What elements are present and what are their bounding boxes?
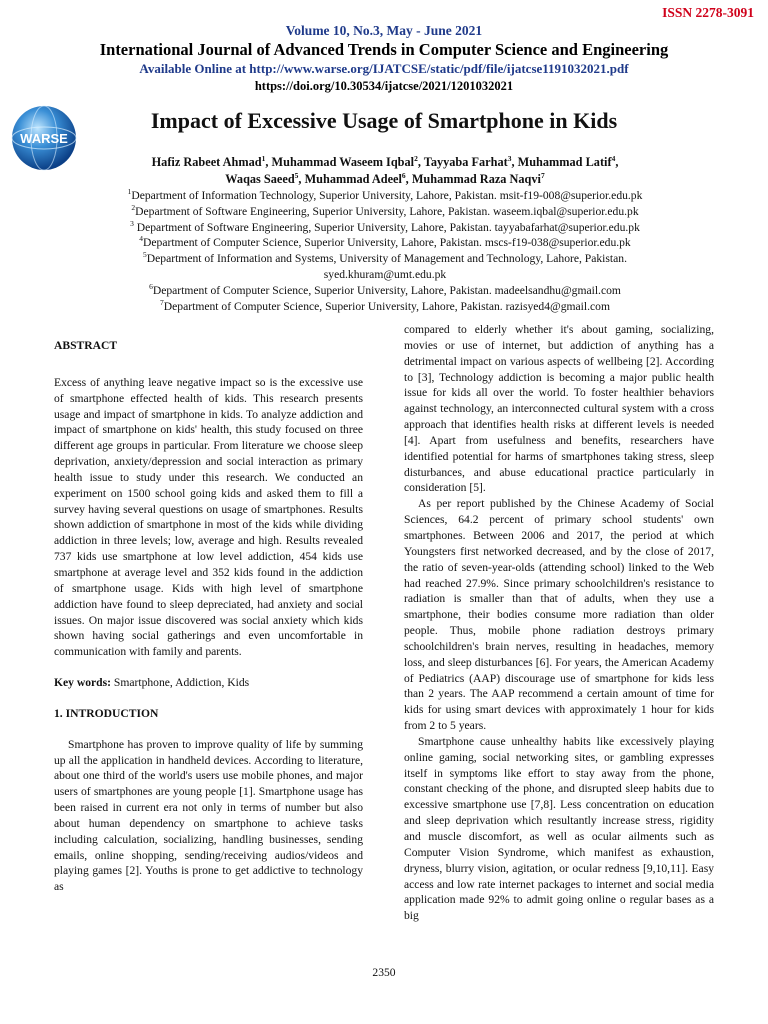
author-list xyxy=(60,154,710,188)
affiliation-line: syed.khuram@umt.edu.pk xyxy=(323,267,447,281)
page-number: 2350 xyxy=(372,966,396,979)
available-online-link[interactable]: Available Online at http://www.warse.org/IJATCSE/static/pdf/file/ijatcse1191032021.pdf xyxy=(139,61,629,76)
author-affiliation-number: 5 xyxy=(294,170,299,180)
keywords-value: Smartphone, Addiction, Kids xyxy=(111,676,250,690)
author-name: Tayyaba Farhat$^3$, xyxy=(423,153,518,169)
author-affiliation-number: 6 xyxy=(401,170,406,180)
affiliation-line: $^1$Department of Information Technology, Superior University, Lahore, Pakistan. msit-f19-008@superior.edu.pk xyxy=(127,187,643,202)
journal-name: International Journal of Advanced Trends in Computer Science and Engineering xyxy=(99,40,669,59)
abstract-heading: ABSTRACT xyxy=(54,339,118,352)
affiliation-line: $^7$Department of Computer Science, Superior University, Lahore, Pakistan. razisyed4@gmail.com xyxy=(160,297,610,313)
introduction-heading: 1. INTRODUCTION xyxy=(54,706,159,720)
body-paragraph-1: compared to elderly whether it's about gaming, socializing, movies or use of internet, but addiction of anything has a detrimental impact on various aspects of wellbeing [2]. According to [3], Technology addiction is becoming a major public health issue for kids all over the world. To foster healthier behaviors against technology, an interconnected cultural system with a cross approach that identifies health risks at different levels is needed [4]. Apart from usefulness and benefits, researchers have identified potential for harms of smartphones taking stress, sleep disturbances, and abuse educational practice particularly in consideration [5]. xyxy=(404,323,714,495)
paper-title: Impact of Excessive Usage of Smartphone in Kids xyxy=(150,108,618,133)
affiliation-line: $^6$Department of Computer Science, Superior University, Lahore, Pakistan. madeelsandhu@gmail.com xyxy=(149,281,621,297)
author-affiliation-number: 7 xyxy=(540,170,545,180)
author-affiliation-number: 3 xyxy=(507,153,512,163)
author-name: Muhammad Raza Naqvi$^7$ xyxy=(411,170,545,186)
affiliation-line: $^5$Department of Information and Systems, University of Management and Technology, Lahore, Pakistan. xyxy=(143,250,627,266)
author-name: Waqas Saeed$^5$, xyxy=(225,170,305,186)
author-name: Muhammad Adeel$^6$, xyxy=(304,170,412,186)
logo-text: WARSE xyxy=(20,131,68,146)
volume-info: Volume 10, No.3, May - June 2021 xyxy=(285,23,483,38)
issn-label: ISSN 2278-3091 xyxy=(662,5,754,20)
right-column xyxy=(404,322,714,924)
affiliation-list xyxy=(60,188,710,314)
introduction-text: Smartphone has proven to improve quality of life by summing up all the application in handheld devices. According to literature, about one third of the world's users use mobile phones, and major users of smartphones are young people [1]. Smartphone usage has been raised in current era not only in terms of number but also about human dependency on smartphone to achieve tasks including calculation, socializing, handling businesses, sending emails, online shopping, sending/receiving audios/videos and playing games [2]. Youths is prone to get addictive to technology as xyxy=(54,737,363,894)
affiliation-line: $^4$Department of Computer Science, Superior University, Lahore, Pakistan. mscs-f19-038@superior.edu.pk xyxy=(139,234,631,250)
body-paragraph-3: Smartphone cause unhealthy habits like excessively playing online gaming, social networking sites, or gambling expresses itself in symptoms like effort to stay away from the phone, constant checking of the phone, and disrupted sleep habits due to excessive smartphone use [7,8]. Less concentration on education and sleep deprivation which resultantly increase stress, rigidity and muscle discomfort, as well as ocular ailments such as Computer Vision Syndrome, which manifest as exhaustion, dryness, blurry vision, agitation, or ocular redness [9,10,11]. Easy access and low rate internet packages to internet and social media application made 92% to admit going online o regular bases as a big xyxy=(404,734,714,923)
author-affiliation-number: 4 xyxy=(611,153,616,163)
affiliation-line: $^2$Department of Software Engineering, Superior University, Lahore, Pakistan. waseem.iqbal@superior.edu.pk xyxy=(131,202,639,218)
abstract-text: Excess of anything leave negative impact so is the excessive use of smartphone effected health of kids. This research presents usage and impact of smartphone in kids. To analyze addiction and impact of smartphone on kids' health, this study focused on three different age groups in particular. From literature we choose sleep deprivation, anxiety/depression and social interaction as primary health issue to study under this research. We conducted an experiment on 1500 school going kids and asked them to fill a survey having several questions on usage of smartphones. Results shown addiction of smartphone in most of the kids while dividing addiction in three levels; low, average and high. Results revealed 737 kids use smartphone at low level addiction, 454 kids use smartphone at average level and 352 kids found in the addiction of smartphone usage. Kids with high level of smartphone addiction have found to sleep depreciated, had anxiety and social issues. On major issue discovered was social anxiety which kids shown having social gatherings and even uncomfortable in communication with family and parents. xyxy=(54,375,363,659)
author-name: Muhammad Latif$^4$, xyxy=(517,153,619,169)
author-name: Hafiz Rabeet Ahmad$^1$, xyxy=(151,153,272,169)
author-affiliation-number: 1 xyxy=(261,153,266,163)
keywords-label: Key words: xyxy=(54,676,111,690)
author-name: Muhammad Waseem Iqbal$^2$, xyxy=(271,153,424,169)
affiliation-line: $^3$ Department of Software Engineering, Superior University, Lahore, Pakistan. tayyabafarhat@superior.edu.pk xyxy=(130,218,640,234)
author-affiliation-number: 2 xyxy=(414,153,418,163)
keywords-line xyxy=(54,675,363,691)
doi-link[interactable]: https://doi.org/10.30534/ijatcse/2021/1201032021 xyxy=(254,79,514,93)
left-column xyxy=(54,338,363,895)
body-paragraph-2: As per report published by the Chinese Academy of Social Sciences, 64.2 percent of primary school students' own smartphones. Between 2006 and 2017, the period at which Youngsters first networked decreased, and by the close of 2017, the ratio of seven-year-olds (attending school) linked to the Web had reached 27.9%. Since primary schoolchildren's resistance to radiation is smaller than that of adults, when they use a smartphone, their bodies consume more radiation than older people. Thus, mobile phone radiation destroys primary schoolchildren's brain nerves, resulting in headaches, memory loss, and sleep disturbances [6]. For years, the American Academy of Pediatrics (AAP) discourage use of smartphone for kids less than 2 years. The AAP recommend a certain amount of time for kids for using smart devices with approximately 1 hour for kids from 2 to 5 years. xyxy=(404,497,714,733)
